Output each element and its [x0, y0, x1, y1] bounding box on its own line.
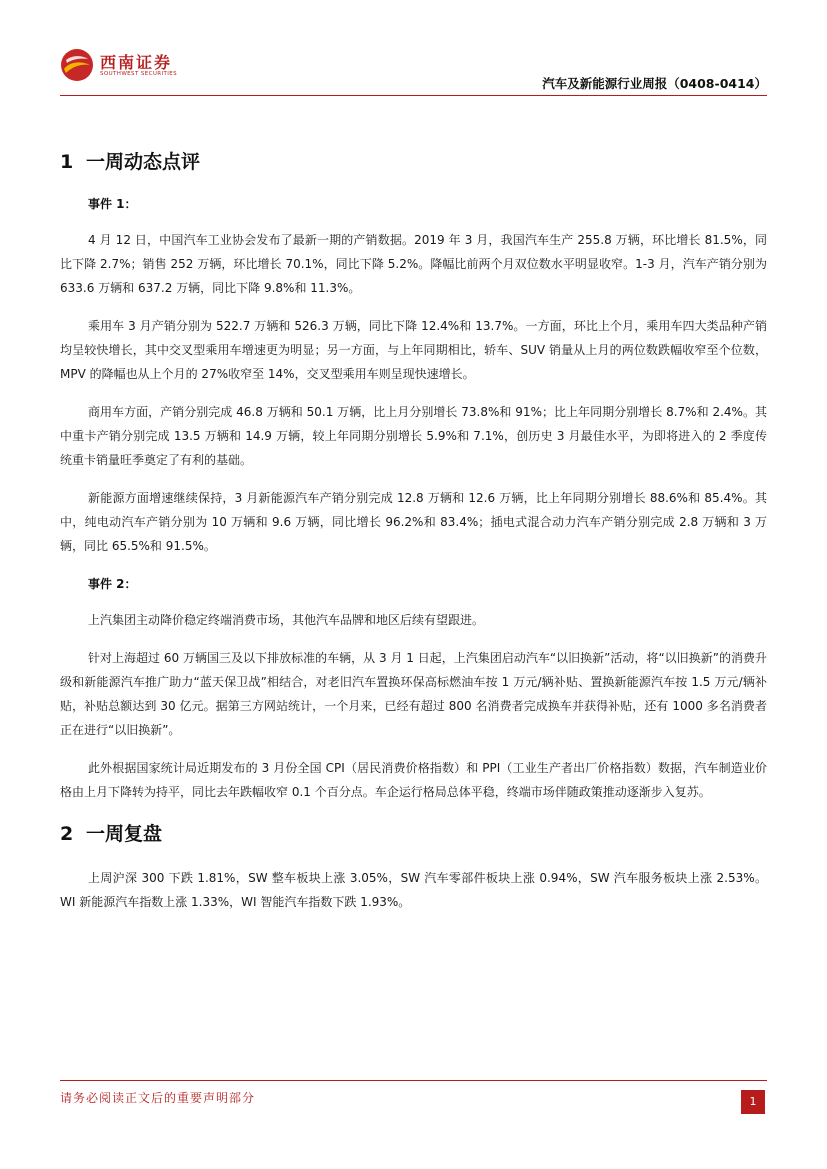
footer-divider [60, 1080, 767, 1081]
paragraph: 此外根据国家统计局近期发布的 3 月份全国 CPI（居民消费价格指数）和 PPI（工业生产者出厂价格指数）数据，汽车制造业价格由上月下降转为持平，同比去年跌幅收窄 0.1 个百分点。车企运行格局总体平稳，终端市场伴随政策推动逐渐步入复苏。 [60, 761, 767, 799]
event-2-label: 事件 2： [88, 577, 137, 591]
section-2-title: 一周复盘 [86, 823, 163, 845]
logo-english-name: SOUTHWEST SECURITIES [100, 71, 178, 77]
section-1-number: 1 [60, 151, 74, 173]
company-logo [60, 46, 210, 86]
paragraph: 上周沪深 300 下跌 1.81%，SW 整车板块上涨 3.05%，SW 汽车零部件板块上涨 0.94%，SW 汽车服务板块上涨 2.53%。WI 新能源汽车指数上涨 1.33%，WI 智能汽车指数下跌 1.93%。 [60, 871, 767, 909]
paragraph: 商用车方面，产销分别完成 46.8 万辆和 50.1 万辆，比上月分别增长 73.8%和 91%；比上年同期分别增长 8.7%和 2.4%。其中重卡产销分别完成 13.5 万辆和 14.9 万辆，较上年同期分别增长 5.9%和 7.1%，创历史 3 月最佳水平，为即将进入的 2 季度传统重卡销量旺季奠定了有利的基础。 [60, 405, 767, 467]
header-divider [60, 95, 767, 96]
paragraph: 乘用车 3 月产销分别为 522.7 万辆和 526.3 万辆，同比下降 12.4%和 13.7%。一方面，环比上个月，乘用车四大类品种产销均呈较快增长，其中交叉型乘用车增速更为明显；另一方面，与上年同期相比，轿车、SUV 销量从上月的两位数跌幅收窄至个位数，MPV 的降幅也从上个月的 27%收窄至 14%，交叉型乘用车则呈现快速增长。 [60, 319, 767, 381]
report-header-title: 汽车及新能源行业周报（0408-0414） [542, 76, 767, 91]
paragraph: 上汽集团主动降价稳定终端消费市场，其他汽车品牌和地区后续有望跟进。 [88, 613, 485, 627]
disclaimer-note: 请务必阅读正文后的重要声明部分 [60, 1091, 256, 1105]
logo-chinese-name: 西南证券 [100, 53, 173, 72]
section-2-number: 2 [60, 823, 74, 845]
paragraph: 新能源方面增速继续保持，3 月新能源汽车产销分别完成 12.8 万辆和 12.6 万辆，比上年同期分别增长 88.6%和 85.4%。其中，纯电动汽车产销分别为 10 万辆和 9.6 万辆，同比增长 96.2%和 83.4%；插电式混合动力汽车产销分别完成 2.8 万辆和 3 万辆，同比 65.5%和 91.5%。 [60, 491, 767, 553]
section-1-heading [60, 146, 767, 178]
report-body [60, 146, 767, 928]
event-1-label: 事件 1： [88, 197, 137, 211]
section-2-heading [60, 818, 767, 850]
paragraph: 4 月 12 日，中国汽车工业协会发布了最新一期的产销数据。2019 年 3 月，我国汽车生产 255.8 万辆，环比增长 81.5%，同比下降 2.7%；销售 252 万辆，环比增长 70.1%，同比下降 5.2%。降幅比前两个月双位数水平明显收窄。1-3 月，汽车产销分别为 633.6 万辆和 637.2 万辆，同比下降 9.8%和 11.3%。 [60, 233, 767, 295]
page-number: 1 [741, 1090, 765, 1114]
section-1-title: 一周动态点评 [86, 151, 201, 173]
paragraph: 针对上海超过 60 万辆国三及以下排放标准的车辆，从 3 月 1 日起，上汽集团启动汽车“以旧换新”活动，将“以旧换新”的消费升级和新能源汽车推广助力“蓝天保卫战”相结合，对老旧汽车置换环保高标燃油车按 1 万元/辆补贴、置换新能源汽车按 1.5 万元/辆补贴，补贴总额达到 30 亿元。据第三方网站统计，一个月来，已经有超过 800 名消费者完成换车并获得补贴，还有 1000 多名消费者正在进行“以旧换新”。 [60, 651, 767, 737]
logo-emblem-icon [60, 48, 94, 82]
